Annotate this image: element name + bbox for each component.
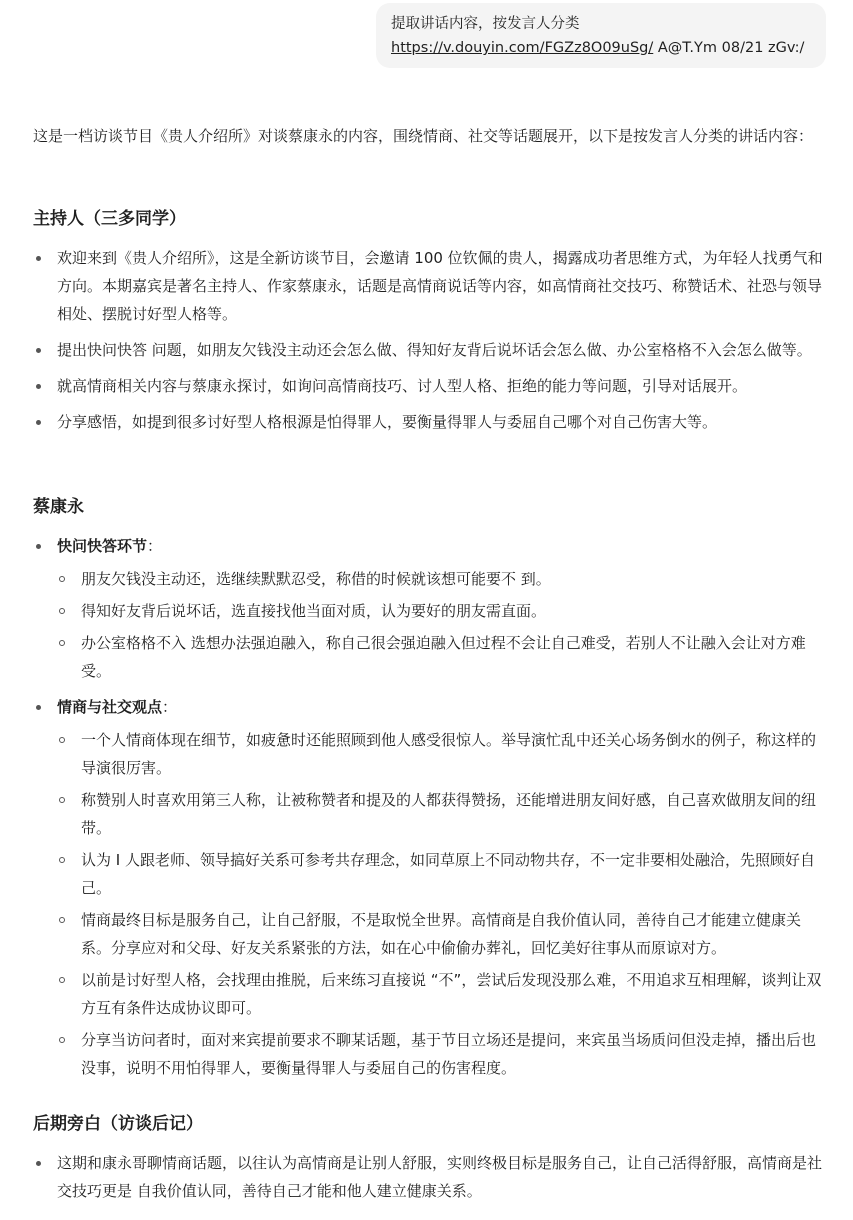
sub-list-item: 以前是讨好型人格，会找理由推脱，后来练习直接说 “不”，尝试后发现没那么难，不用追求互相理解，谈判让双方互有条件达成协议即可。 (57, 966, 826, 1022)
list-item: 这期和康永哥聊情商话题，以往认为高情商是让别人舒服，实则终极目标是服务自己，让自己活得舒服，高情商是社交技巧更是 自我价值认同，善待自己才能和他人建立健康关系。 (33, 1149, 826, 1205)
host-list (33, 244, 826, 436)
guest-list (33, 532, 826, 1082)
response-intro: 这是一档访谈节目《贵人介绍所》对谈蔡康永的内容，围绕情商、社交等话题展开，以下是按发言人分类的讲话内容： (33, 127, 814, 145)
sub-list-item: 得知好友背后说坏话，选直接找他当面对质，认为要好的朋友需直面。 (57, 597, 826, 625)
list-item (33, 532, 826, 685)
group-title: 快问快答环节 (57, 537, 148, 555)
section-heading-narration: 后期旁白（访谈后记） (33, 1114, 203, 1134)
user-message-line-2 (391, 36, 826, 60)
group-title: 情商与社交观点 (57, 698, 163, 716)
narration-list (33, 1149, 826, 1205)
douyin-link[interactable]: https://v.douyin.com/FGZz8O09uSg/ (391, 40, 654, 56)
list-item: 就高情商相关内容与蔡康永探讨，如询问高情商技巧、讨人型人格、拒绝的能力等问题，引导对话展开。 (33, 372, 826, 400)
user-message-suffix: A@T.Ym 08/21 zGv:/ (653, 40, 805, 56)
user-message-line-1: 提取讲话内容，按发言人分类 (391, 16, 580, 32)
section-heading-host: 主持人（三多同学） (33, 209, 186, 229)
list-item: 欢迎来到《贵人介绍所》，这是全新访谈节目，会邀请 100 位钦佩的贵人，揭露成功者思维方式，为年轻人找勇气和方向。本期嘉宾是著名主持人、作家蔡康永，话题是高情商说话等内容，如高情商社交技巧、称赞话术、社恐与领导相处、摆脱讨好型人格等。 (33, 244, 826, 328)
sub-list-item: 办公室格格不入 选想办法强迫融入，称自己很会强迫融入但过程不会让自己难受，若别人不让融入会让对方难受。 (57, 629, 826, 685)
list-item: 提出快问快答 问题，如朋友欠钱没主动还会怎么做、得知好友背后说坏话会怎么做、办公室格格不入会怎么做等。 (33, 336, 826, 364)
sub-list-item: 情商最终目标是服务自己，让自己舒服，不是取悦全世界。高情商是自我价值认同，善待自己才能建立健康关系。分享应对和父母、好友关系紧张的方法，如在心中偷偷办葬礼，回忆美好往事从而原谅对方。 (57, 906, 826, 962)
list-item (33, 693, 826, 1082)
user-message-bubble (376, 3, 826, 68)
sub-list (57, 565, 826, 685)
sub-list-item: 分享当访问者时，面对来宾提前要求不聊某话题，基于节目立场还是提问，来宾虽当场质问但没走掉，播出后也没事，说明不用怕得罪人，要衡量得罪人与委屈自己的伤害程度。 (57, 1026, 826, 1082)
group-title-colon: ： (162, 698, 178, 716)
sub-list-item: 称赞别人时喜欢用第三人称，让被称赞者和提及的人都获得赞扬，还能增进朋友间好感，自己喜欢做朋友间的纽带。 (57, 786, 826, 842)
sub-list-item: 认为 I 人跟老师、领导搞好关系可参考共存理念，如同草原上不同动物共存，不一定非要相处融洽，先照顾好自己。 (57, 846, 826, 902)
group-title-colon: ： (147, 537, 163, 555)
sub-list-item: 一个人情商体现在细节，如疲惫时还能照顾到他人感受很惊人。举导演忙乱中还关心场务倒水的例子，称这样的导演很厉害。 (57, 726, 826, 782)
list-item: 分享感悟，如提到很多讨好型人格根源是怕得罪人，要衡量得罪人与委屈自己哪个对自己伤害大等。 (33, 408, 826, 436)
sub-list (57, 726, 826, 1082)
sub-list-item: 朋友欠钱没主动还，选继续默默忍受，称借的时候就该想可能要不 到。 (57, 565, 826, 593)
section-heading-guest: 蔡康永 (33, 497, 84, 517)
